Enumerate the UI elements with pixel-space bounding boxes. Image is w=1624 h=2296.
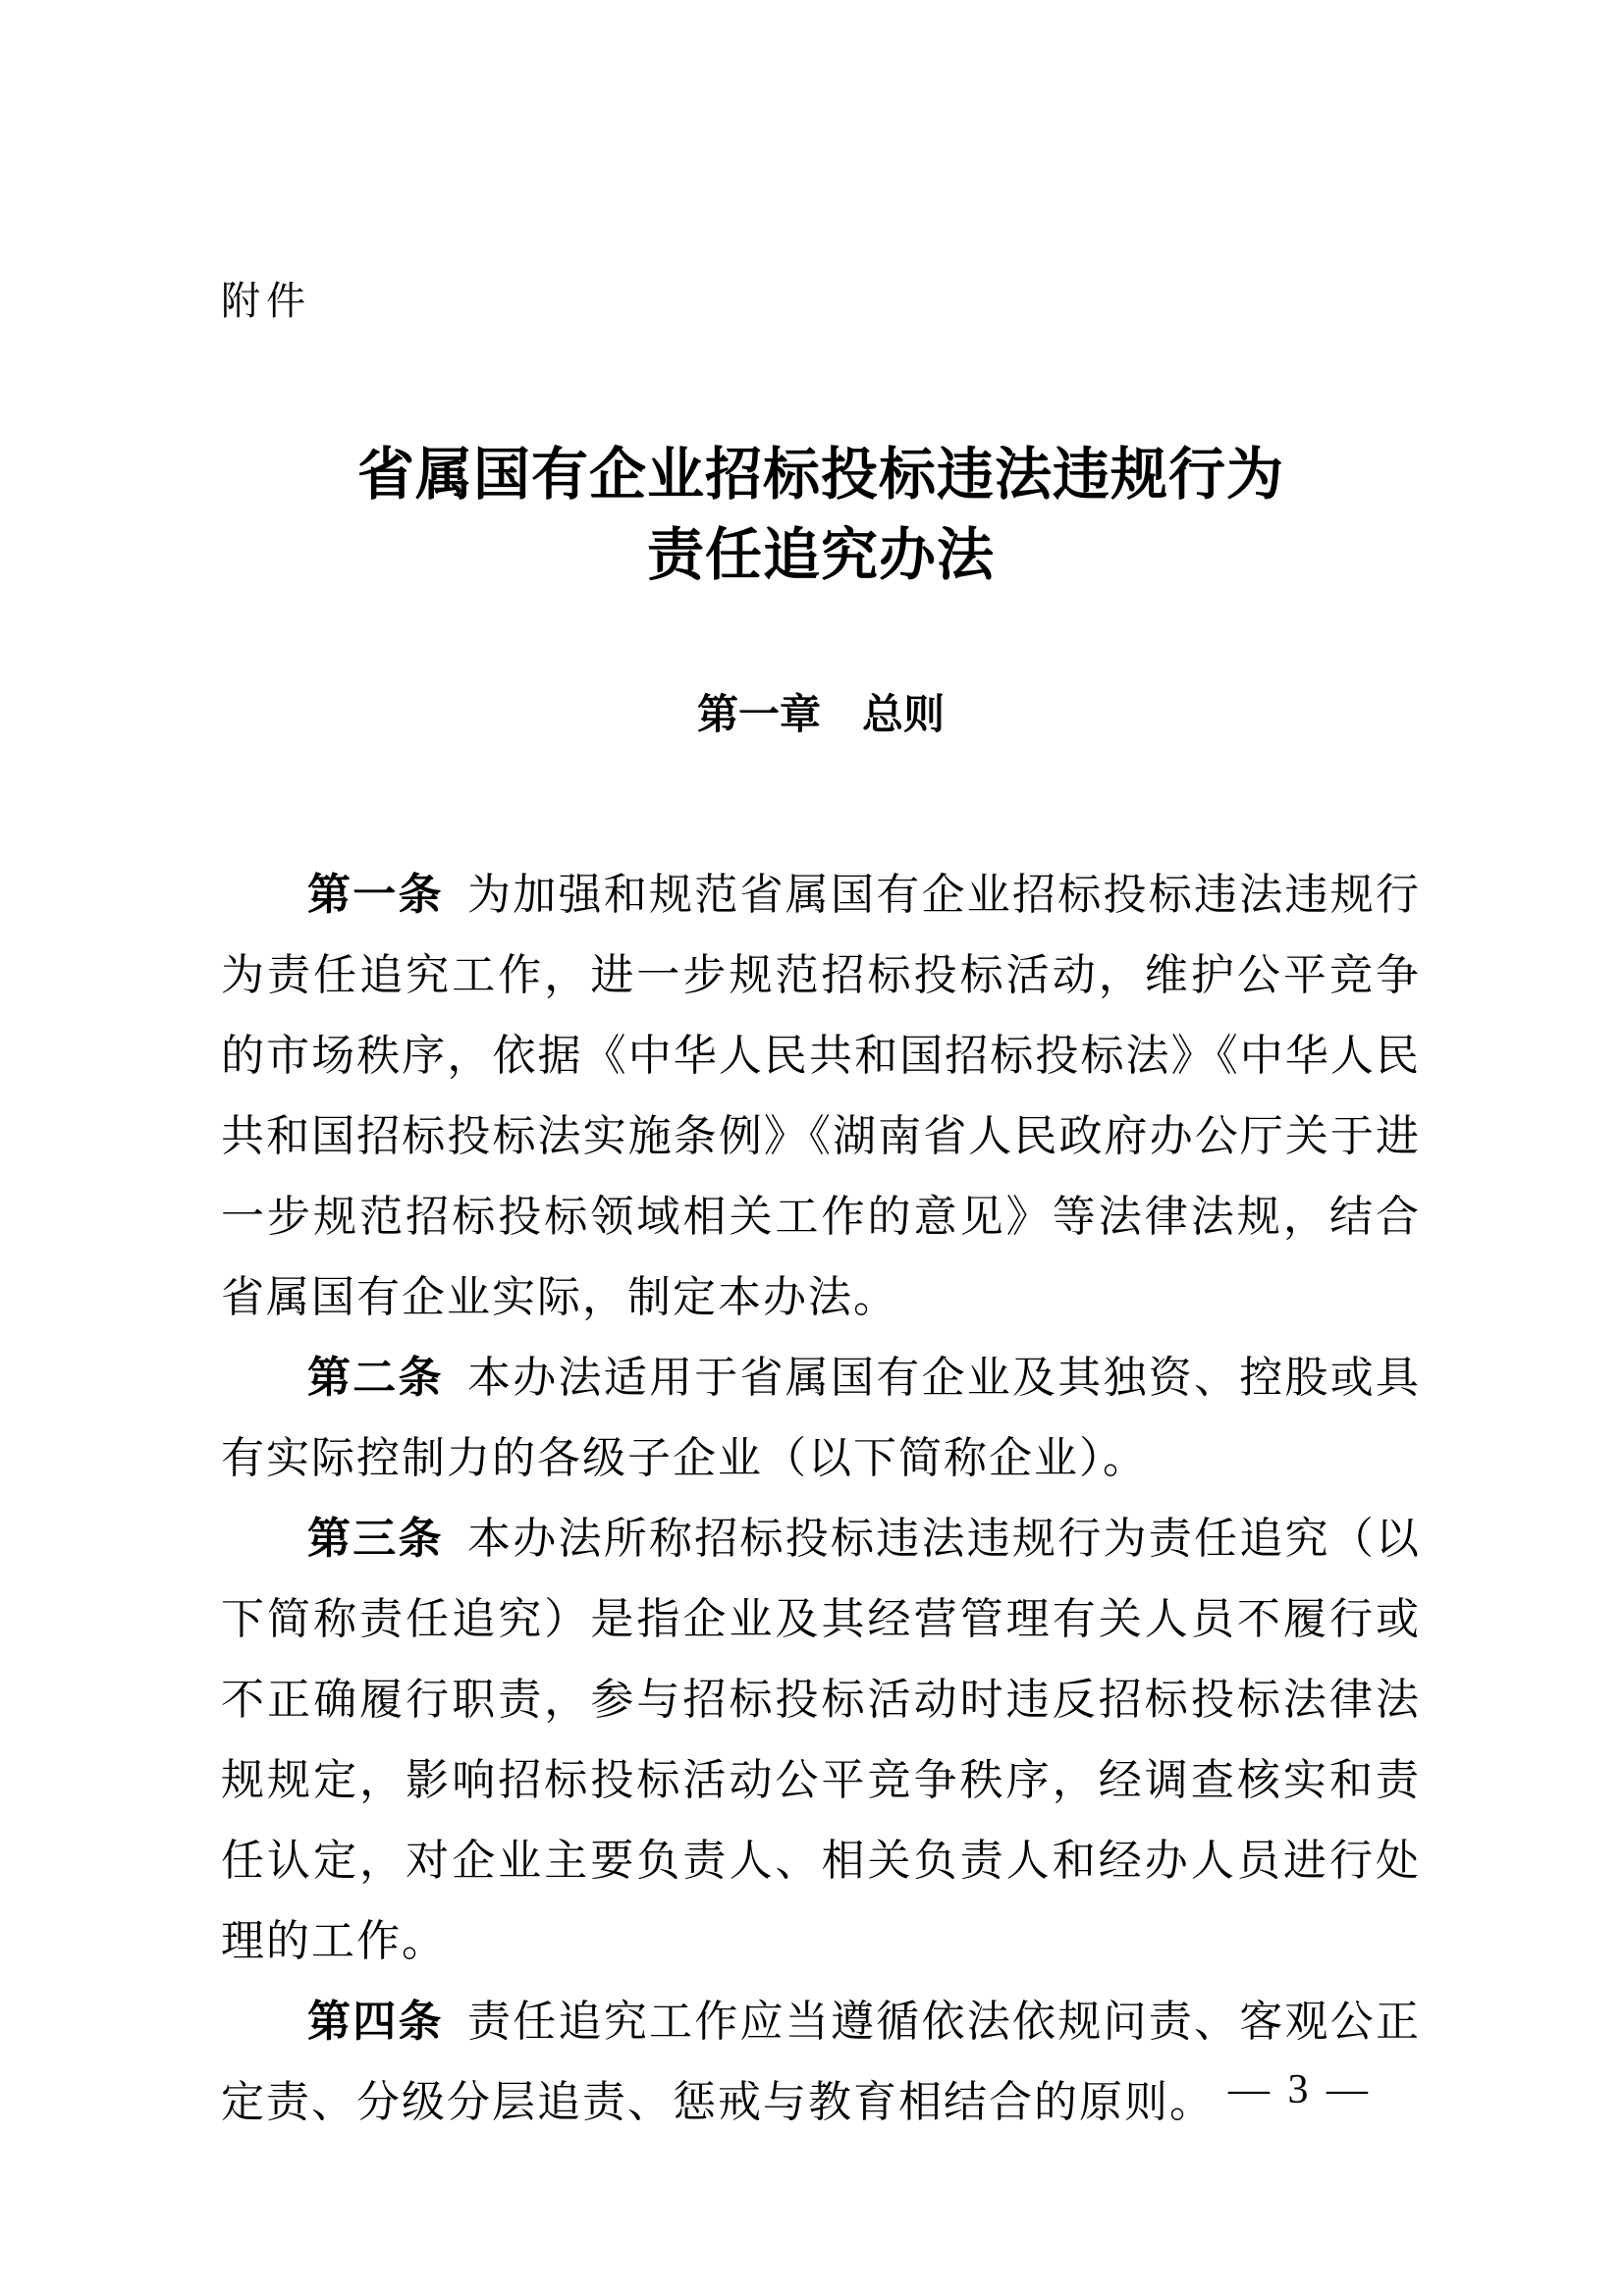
- article-text: 本办法所称招标投标违法违规行为责任追究（以下简称责任追究）是指企业及其经营管理有关人员不履行或不正确履行职责，参与招标投标活动时违反招标投标法律法规规定，影响招标投标活动公平竞争秩序，经调查核实和责任认定，对企业主要负责人、相关负责人和经办人员进行处理的工作。: [221, 1515, 1422, 1965]
- document-title-line-1: 省属国有企业招标投标违法违规行为: [356, 443, 1284, 507]
- article-label: 第四条: [307, 1998, 444, 2046]
- article-text: 责任追究工作应当遵循依法依规问责、客观公正定责、分级分层追责、惩戒与教育相结合的原则。: [221, 1998, 1422, 2126]
- attachment-label: 附件: [221, 279, 311, 323]
- article-paragraph: [221, 1338, 1421, 1499]
- articles-body: [221, 855, 1421, 2143]
- page-content: [221, 0, 1421, 2143]
- chapter-title: 总则: [862, 691, 946, 737]
- article-label: 第三条: [307, 1515, 444, 1563]
- document-title: [221, 435, 1421, 596]
- article-label: 第二条: [307, 1354, 444, 1402]
- article-paragraph: [221, 1499, 1421, 1982]
- article-text: 本办法适用于省属国有企业及其独资、控股或具有实际控制力的各级子企业（以下简称企业）。: [221, 1354, 1422, 1482]
- chapter-heading: [221, 690, 1421, 739]
- page-number: — 3 —: [1228, 2067, 1372, 2112]
- document-title-line-2: 责任追究办法: [646, 523, 995, 587]
- article-label: 第一条: [307, 871, 444, 919]
- chapter-number: 第一章: [696, 691, 821, 737]
- article-paragraph: [221, 855, 1421, 1338]
- article-text: 为加强和规范省属国有企业招标投标违法违规行为责任追究工作，进一步规范招标投标活动，维护公平竞争的市场秩序，依据《中华人民共和国招标投标法》《中华人民共和国招标投标法实施条例》《湖南省人民政府办公厅关于进一步规范招标投标领域相关工作的意见》等法律法规，结合省属国有企业实际，制定本办法。: [221, 871, 1422, 1321]
- article-paragraph: [221, 1982, 1421, 2143]
